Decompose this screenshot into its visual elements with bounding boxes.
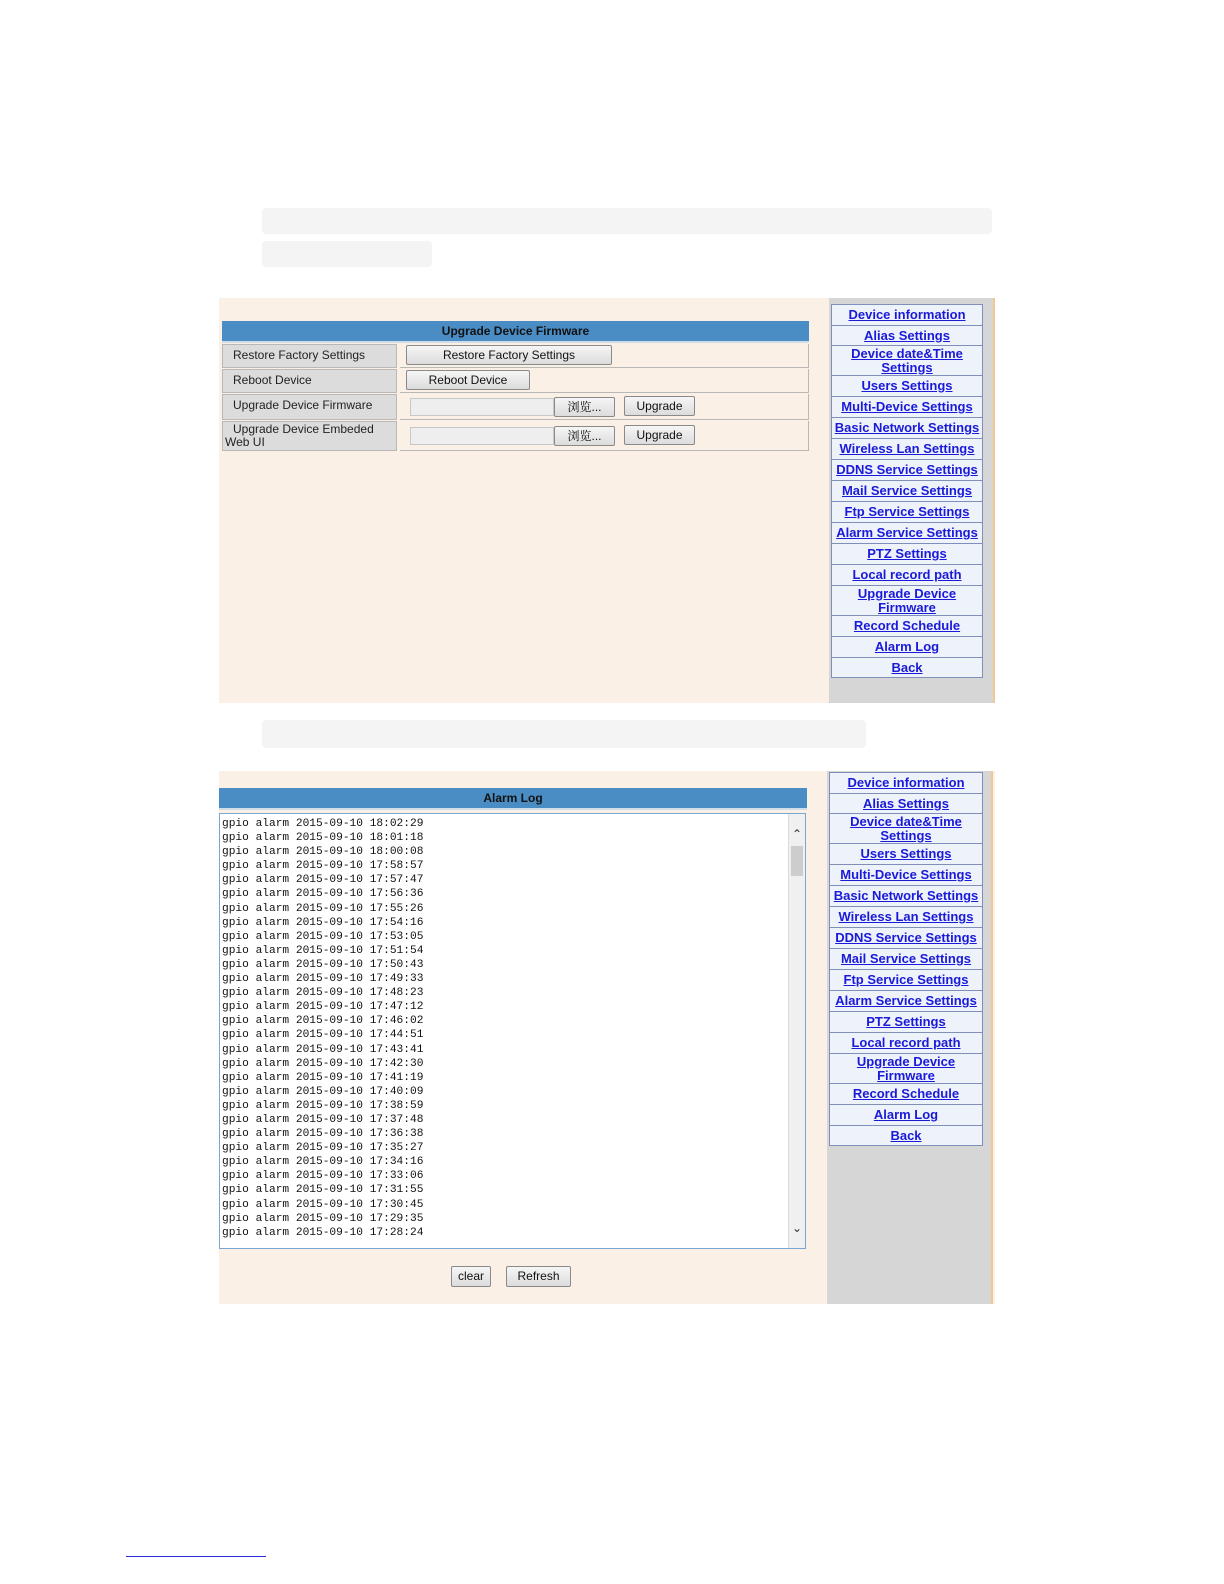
log-line: gpio alarm 2015-09-10 17:43:41 [222,1043,424,1056]
row-control [400,394,809,420]
sidebar-item-record-schedule[interactable]: Record Schedule [829,1083,983,1104]
log-line: gpio alarm 2015-09-10 17:58:57 [222,860,424,873]
sidebar-item-wireless-lan-settings[interactable]: Wireless Lan Settings [829,906,983,927]
row-label: Reboot Device [222,369,397,393]
log-line: gpio alarm 2015-09-10 17:48:23 [222,987,424,1000]
clear-button[interactable]: clear [451,1266,491,1287]
sidebar-item-ddns-service-settings[interactable]: DDNS Service Settings [831,459,983,480]
sidebar-item-back[interactable]: Back [831,657,983,678]
log-line: gpio alarm 2015-09-10 17:34:16 [222,1156,424,1169]
browse-button[interactable]: 浏览... [554,397,615,417]
webui-file-input[interactable] [410,427,554,445]
sidebar-item-ftp-service-settings[interactable]: Ftp Service Settings [831,501,983,522]
log-line: gpio alarm 2015-09-10 17:30:45 [222,1198,424,1211]
sidebar-item-alias-settings[interactable]: Alias Settings [831,325,983,345]
sidebar-item-alarm-log[interactable]: Alarm Log [829,1104,983,1125]
log-line: gpio alarm 2015-09-10 17:51:54 [222,944,424,957]
log-line: gpio alarm 2015-09-10 17:46:02 [222,1015,424,1028]
log-line: gpio alarm 2015-09-10 17:54:16 [222,916,424,929]
sidebar-menu [831,304,983,678]
sidebar [829,298,993,703]
scroll-down-icon[interactable]: ⌄ [791,1221,803,1235]
sidebar-item-ptz-settings[interactable]: PTZ Settings [831,543,983,564]
row-control [400,369,809,393]
upgrade-webui-row [222,421,809,451]
restore-factory-button[interactable]: Restore Factory Settings [406,345,612,365]
log-line: gpio alarm 2015-09-10 17:56:36 [222,888,424,901]
upgrade-firmware-row [222,394,809,420]
log-line: gpio alarm 2015-09-10 18:00:08 [222,846,424,859]
log-line: gpio alarm 2015-09-10 17:37:48 [222,1113,424,1126]
log-line: gpio alarm 2015-09-10 17:49:33 [222,973,424,986]
sidebar-item-upgrade-device-firmware[interactable]: Upgrade Device Firmware [829,1053,983,1083]
sidebar-item-alarm-service-settings[interactable]: Alarm Service Settings [831,522,983,543]
sidebar-item-ddns-service-settings[interactable]: DDNS Service Settings [829,927,983,948]
sidebar-item-device-date-time-settings[interactable]: Device date&Time Settings [831,345,983,375]
sidebar-item-users-settings[interactable]: Users Settings [831,375,983,396]
log-line: gpio alarm 2015-09-10 18:01:18 [222,832,424,845]
log-line: gpio alarm 2015-09-10 17:31:55 [222,1184,424,1197]
sidebar-item-device-date-time-settings[interactable]: Device date&Time Settings [829,813,983,843]
sidebar-item-alarm-service-settings[interactable]: Alarm Service Settings [829,990,983,1011]
sidebar-item-mail-service-settings[interactable]: Mail Service Settings [829,948,983,969]
panel-header: Upgrade Device Firmware [222,321,809,343]
log-line: gpio alarm 2015-09-10 17:29:35 [222,1212,424,1225]
reboot-row [222,369,809,393]
sidebar [827,771,993,1304]
log-line: gpio alarm 2015-09-10 17:40:09 [222,1085,424,1098]
firmware-file-input[interactable] [410,398,554,416]
log-line: gpio alarm 2015-09-10 17:28:24 [222,1226,424,1239]
sidebar-item-basic-network-settings[interactable]: Basic Network Settings [829,885,983,906]
firmware-panel [219,298,995,703]
reboot-button[interactable]: Reboot Device [406,370,530,390]
log-line: gpio alarm 2015-09-10 17:38:59 [222,1099,424,1112]
sidebar-item-ftp-service-settings[interactable]: Ftp Service Settings [829,969,983,990]
log-line: gpio alarm 2015-09-10 17:36:38 [222,1128,424,1141]
upgrade-firmware-button[interactable]: Upgrade [624,396,695,416]
sidebar-item-device-information[interactable]: Device information [829,772,983,793]
blurred-text-line [262,720,866,748]
sidebar-item-multi-device-settings[interactable]: Multi-Device Settings [829,864,983,885]
sidebar-item-basic-network-settings[interactable]: Basic Network Settings [831,417,983,438]
log-line: gpio alarm 2015-09-10 17:33:06 [222,1170,424,1183]
blurred-text-line [262,208,992,234]
log-line: gpio alarm 2015-09-10 17:44:51 [222,1029,424,1042]
sidebar-item-mail-service-settings[interactable]: Mail Service Settings [831,480,983,501]
sidebar-item-device-information[interactable]: Device information [831,304,983,325]
row-label [222,421,397,451]
row-label: Upgrade Device Firmware [222,394,397,420]
log-line: gpio alarm 2015-09-10 17:47:12 [222,1001,424,1014]
scroll-up-icon[interactable]: ⌃ [791,827,803,841]
log-line: gpio alarm 2015-09-10 17:57:47 [222,874,424,887]
webui-label: Upgrade Device Embeded Web UI [225,422,374,449]
panel-header: Alarm Log [219,788,807,810]
alarm-log-textarea[interactable] [219,813,806,1249]
sidebar-item-multi-device-settings[interactable]: Multi-Device Settings [831,396,983,417]
log-line: gpio alarm 2015-09-10 18:02:29 [222,818,424,830]
sidebar-item-alias-settings[interactable]: Alias Settings [829,793,983,813]
sidebar-item-users-settings[interactable]: Users Settings [829,843,983,864]
sidebar-menu [829,772,983,1146]
blurred-text-line [262,241,432,267]
panel-edge [991,771,993,1304]
sidebar-item-back[interactable]: Back [829,1125,983,1146]
upgrade-webui-button[interactable]: Upgrade [624,425,695,445]
log-line: gpio alarm 2015-09-10 17:41:19 [222,1071,424,1084]
scrollbar[interactable] [788,814,805,1248]
log-line: gpio alarm 2015-09-10 17:50:43 [222,958,424,971]
row-label: Restore Factory Settings [222,344,397,368]
row-control [400,421,809,451]
sidebar-item-local-record-path[interactable]: Local record path [831,564,983,585]
sidebar-item-record-schedule[interactable]: Record Schedule [831,615,983,636]
sidebar-item-wireless-lan-settings[interactable]: Wireless Lan Settings [831,438,983,459]
log-line: gpio alarm 2015-09-10 17:53:05 [222,930,424,943]
scroll-thumb[interactable] [791,846,803,876]
log-line: gpio alarm 2015-09-10 17:55:26 [222,902,424,915]
alarm-log-text [220,814,805,1240]
log-line: gpio alarm 2015-09-10 17:35:27 [222,1142,424,1155]
sidebar-item-alarm-log[interactable]: Alarm Log [831,636,983,657]
panel-edge [993,298,995,703]
sidebar-item-upgrade-device-firmware[interactable]: Upgrade Device Firmware [831,585,983,615]
sidebar-item-ptz-settings[interactable]: PTZ Settings [829,1011,983,1032]
refresh-button[interactable]: Refresh [506,1266,571,1287]
footnote-rule [126,1556,266,1557]
log-line: gpio alarm 2015-09-10 17:42:30 [222,1057,424,1070]
alarm-log-panel [219,771,995,1304]
browse-button[interactable]: 浏览... [554,426,615,446]
restore-factory-row [222,344,809,368]
sidebar-item-local-record-path[interactable]: Local record path [829,1032,983,1053]
row-control [400,344,809,368]
